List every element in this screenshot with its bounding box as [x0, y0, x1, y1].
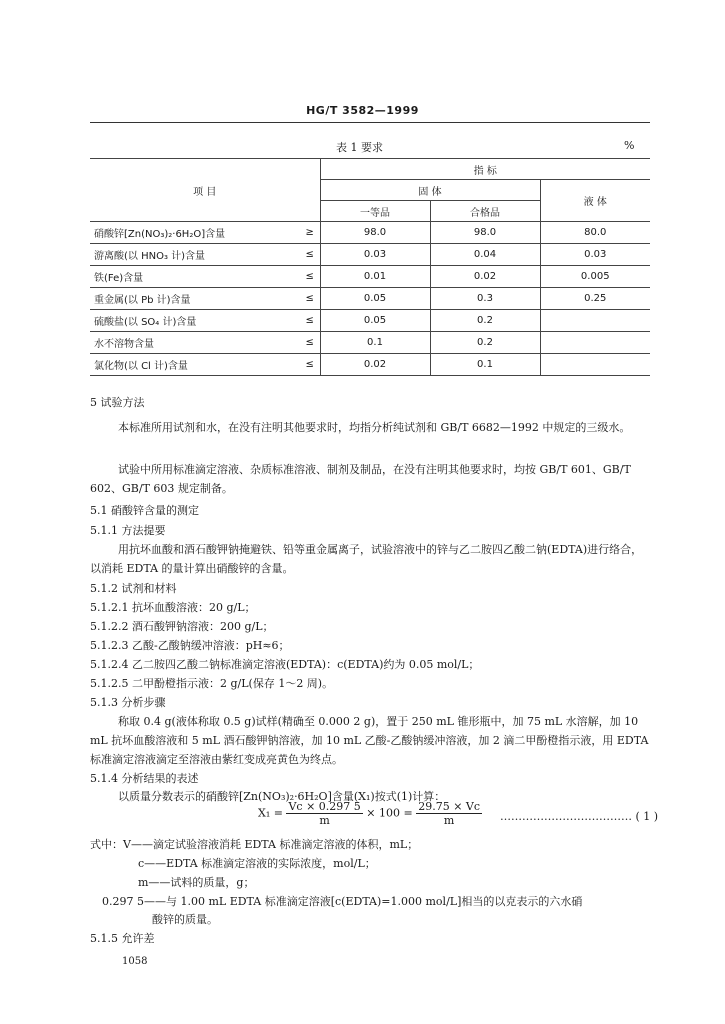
- where-line: 酸锌的质量。: [152, 913, 218, 926]
- row-item: 水不溶物含量: [90, 332, 300, 354]
- section-5-1-4-title: 5.1.4 分析结果的表述: [90, 772, 199, 785]
- section-5-1-3-title: 5.1.3 分析步骤: [90, 696, 166, 709]
- row-operator: ≤: [300, 354, 320, 376]
- row-operator: ≤: [300, 266, 320, 288]
- row-liquid: 0.25: [540, 288, 650, 310]
- standard-code-header: HG/T 3582—1999: [306, 104, 419, 117]
- section-5-1-5-title: 5.1.5 允许差: [90, 932, 155, 945]
- row-liquid: [540, 354, 650, 376]
- row-operator: ≤: [300, 288, 320, 310]
- section-5-paragraph-2: 试验中所用标准滴定溶液、杂质标准溶液、制剂及制品，在没有注明其他要求时，均按 GB/T 601、GB/T 602、GB/T 603 规定制备。: [90, 463, 631, 495]
- reagent-item: 5.1.2.4 乙二胺四乙酸二钠标准滴定溶液(EDTA)：c(EDTA)约为 0.05 mol/L；: [90, 658, 480, 671]
- formula-fraction-1: [286, 800, 362, 827]
- row-first-grade: 98.0: [320, 222, 430, 244]
- formula-denominator-1: m: [319, 814, 330, 827]
- formula-numerator-2: 29.75 × Vc: [418, 800, 481, 813]
- row-first-grade: 0.01: [320, 266, 430, 288]
- row-qualified-grade: 0.2: [430, 310, 540, 332]
- equation-number: ……………………………… ( 1 ): [500, 810, 659, 823]
- page-number: 1058: [122, 956, 148, 967]
- first-grade-header: 一等品: [320, 201, 430, 222]
- reagent-item: 5.1.2.2 酒石酸钾钠溶液：200 g/L；: [90, 620, 274, 633]
- formula-numerator-1: Vc × 0.297 5: [288, 800, 361, 813]
- row-first-grade: 0.03: [320, 244, 430, 266]
- where-line: c——EDTA 标准滴定溶液的实际浓度，mol/L；: [138, 857, 376, 870]
- row-operator: ≤: [300, 244, 320, 266]
- reagent-item: 5.1.2.5 二甲酚橙指示液：2 g/L(保存 1～2 周)。: [90, 677, 334, 690]
- row-liquid: [540, 310, 650, 332]
- row-liquid: 0.005: [540, 266, 650, 288]
- row-liquid: 0.03: [540, 244, 650, 266]
- row-item: 重金属(以 Pb 计)含量: [90, 288, 300, 310]
- where-line: 式中：V——滴定试验溶液消耗 EDTA 标准滴定溶液的体积，mL；: [90, 838, 419, 851]
- row-item: 硫酸盐(以 SO₄ 计)含量: [90, 310, 300, 332]
- formula-denominator-2: m: [443, 814, 455, 827]
- row-item: 硝酸锌[Zn(NO₃)₂·6H₂O]含量: [90, 222, 300, 244]
- where-line: 0.297 5——与 1.00 mL EDTA 标准滴定溶液[c(EDTA)=1.000 mol/L]相当的以克表示的六水硝: [102, 895, 583, 908]
- table-unit: %: [624, 139, 635, 152]
- row-liquid: 80.0: [540, 222, 650, 244]
- section-5-1-2-title: 5.1.2 试剂和材料: [90, 582, 177, 595]
- row-item: 氯化物(以 Cl 计)含量: [90, 354, 300, 376]
- row-liquid: [540, 332, 650, 354]
- row-item: 铁(Fe)含量: [90, 266, 300, 288]
- row-item: 游离酸(以 HNO₃ 计)含量: [90, 244, 300, 266]
- row-qualified-grade: 0.04: [430, 244, 540, 266]
- formula-fraction-2: [416, 800, 482, 827]
- row-first-grade: 0.1: [320, 332, 430, 354]
- where-line: m——试料的质量，g；: [138, 876, 255, 889]
- item-header: 项 目: [90, 159, 320, 222]
- row-first-grade: 0.05: [320, 288, 430, 310]
- reagent-item: 5.1.2.1 抗坏血酸溶液：20 g/L；: [90, 601, 256, 614]
- table-row: [90, 244, 650, 266]
- row-qualified-grade: 0.02: [430, 266, 540, 288]
- table-row: [90, 310, 650, 332]
- row-qualified-grade: 98.0: [430, 222, 540, 244]
- header-rule: [90, 122, 650, 123]
- row-qualified-grade: 0.2: [430, 332, 540, 354]
- row-qualified-grade: 0.3: [430, 288, 540, 310]
- solid-header: 固 体: [320, 180, 540, 201]
- reagent-item: 5.1.2.3 乙酸-乙酸钠缓冲溶液：pH≈6；: [90, 639, 290, 652]
- row-operator: ≤: [300, 332, 320, 354]
- table-row: [90, 332, 650, 354]
- formula-middle: × 100 =: [366, 806, 413, 820]
- table-row: [90, 288, 650, 310]
- analysis-steps-text: 称取 0.4 g(液体称取 0.5 g)试样(精确至 0.000 2 g)，置于 250 mL 锥形瓶中，加 75 mL 水溶解，加 10 mL 抗坏血酸溶液和 5 mL 酒石酸钾钠溶液，加 10 mL 乙酸-乙酸钠缓冲溶液，加 2 滴二甲酚橙指示液，用 EDTA 标准滴定溶液滴定至溶液由紫红变成亮黄色为终点。: [90, 715, 649, 766]
- row-operator: ≤: [300, 310, 320, 332]
- section-5-paragraph-1: 本标准所用试剂和水，在没有注明其他要求时，均指分析纯试剂和 GB/T 6682—1992 中规定的三级水。: [118, 421, 631, 434]
- row-first-grade: 0.02: [320, 354, 430, 376]
- formula-lhs: X₁ =: [258, 806, 283, 820]
- requirements-table: [90, 158, 650, 376]
- indicator-header: 指 标: [320, 159, 650, 180]
- row-first-grade: 0.05: [320, 310, 430, 332]
- table-row: [90, 266, 650, 288]
- method-summary-text: 用抗坏血酸和酒石酸钾钠掩避铁、铅等重金属离子，试验溶液中的锌与乙二胺四乙酸二钠(EDTA)进行络合，以消耗 EDTA 的量计算出硝酸锌的含量。: [90, 543, 643, 575]
- result-expression-text: 以质量分数表示的硝酸锌[Zn(NO₃)₂·6H₂O]含量(X₁)按式(1)计算：: [118, 790, 446, 803]
- formula-1: [258, 800, 482, 827]
- section-5-1-1-title: 5.1.1 方法提要: [90, 524, 166, 537]
- table-row: [90, 222, 650, 244]
- qualified-grade-header: 合格品: [430, 201, 540, 222]
- section-5-title: 5 试验方法: [90, 396, 145, 409]
- row-qualified-grade: 0.1: [430, 354, 540, 376]
- row-operator: ≥: [300, 222, 320, 244]
- liquid-header: 液 体: [540, 180, 650, 222]
- table-row: [90, 354, 650, 376]
- section-5-1-title: 5.1 硝酸锌含量的测定: [90, 504, 199, 517]
- table-caption: 表 1 要求: [336, 141, 383, 154]
